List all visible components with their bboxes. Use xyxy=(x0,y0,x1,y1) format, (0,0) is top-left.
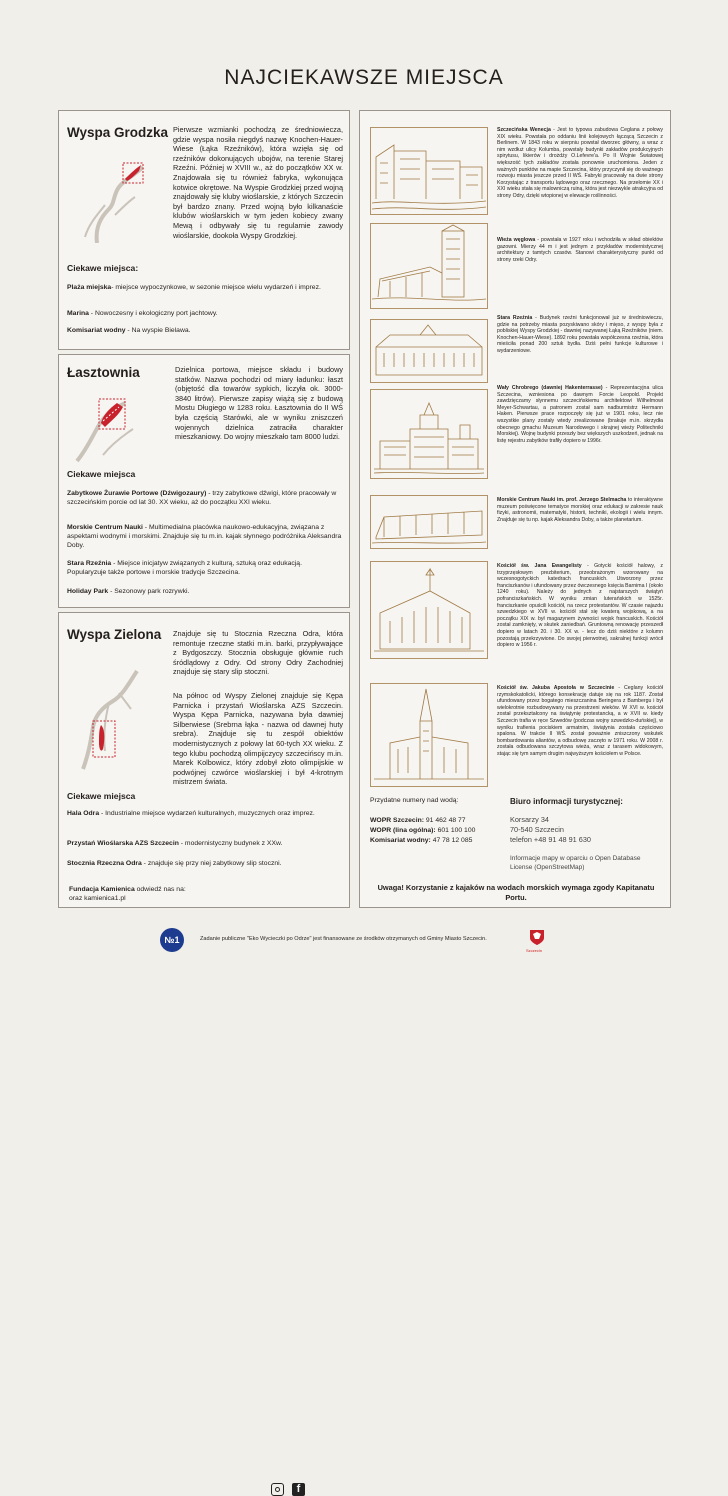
attraction-description: Kościół św. Jakuba Apostoła w Szczecinie - Ceglany kościół rzymskokatolicki, którego konsekrację datuje się na rok 1187. Został ufundowany przez bogatego mieszczanina Beringera z Bambergu i był wielokrotnie rozbudowywany na przestrzeni wieków. W XVI w. kościół został przekształcony na świątynię protestancką, a w XVII w. kiedy Szczecin trafia w ręce Szwedów (podczas wojny szwedzko-duńskiej), w wyniku trafienia pociskiem armatnim, świątynia została częściowo spalona. W trakcie II WŚ. został poważnie zniszczony wskutek bombardowania aliantów, a odbudowę zaczęto w 1971 roku. W 2008 r. została odbudowana szczytowa wieża, wraz z tarasem widokowym, stając się tym samym drugim najwyższym kościołem w Polsce. xyxy=(497,685,663,757)
facebook-icon[interactable]: f xyxy=(292,1483,305,1496)
page-title: NAJCIEKAWSZE MIEJSCA xyxy=(224,66,504,89)
sketch-waly-chrobrego xyxy=(370,389,488,484)
attraction-description: Stara Rzeźnia - Budynek rzeźni funkcjonował już w średniowieczu, gdzie na potrzeby miasta pozyskiwano skóry i mięso, z wyspy była z pobliskiej Wyspy Grodzkiej - dawniej nazywanej Łąką Rzeźników (niem. Knochen-Hauer-Wiese). 1892 roku powstała współczesna rzeźnia, która mieściła ponad 200 sztuk bydła. Dziś pełni funkcje kulturowe i wydarzeniowe. xyxy=(497,315,663,354)
phone-wopr-line: WOPR (lina ogólna): 601 100 100 xyxy=(370,827,476,834)
warning-note: Uwaga! Korzystanie z kajaków na wodach morskich wymaga zgody Kapitanatu Portu. xyxy=(377,883,655,902)
place-item: Hala Odra - Industrialne miejsce wydarzeń kulturalnych, muzycznych oraz imprez. xyxy=(67,810,315,817)
place-item: Zabytkowe Żurawie Portowe (Dźwigozaury) - trzy zabytkowe dźwigi, które pracowały w szczecińskim porcie od lat 30. XX wieku, aż do początku XXI wieku. xyxy=(67,490,337,506)
section-description: Znajduje się tu Stocznia Rzeczna Odra, która remontuje rzeczne statki m.in. barki, przypływające z Bydgoszczy. Stocznia obsługuje głównie ruch śródlądowy z Odry. Od strony Odry Zachodniej znajduje się stary slip stoczni. xyxy=(173,629,343,677)
attraction-description: Szczecińska Wenecja - Jest to typowa zabudowa Ceglana z połowy XIX wieku. Powstała po oddaniu linii kolejowych łączącą Szczecin z Berlinem. W 1843 roku w sierpniu powstał dworzec główny, a wraz z nim wzdłuż ulicy Kolumba, powstały budynki zakładów produkcyjnych spirytusu, likierów i drożdży O.Lefevre'a. Po II Wojnie Światowej większość tych zakładów została ponownie uruchomiona. Jeden z ważnych punktów na mapie Szczecina, który przyczynił się do ważnego rozwoju miasta jeszcze przed II WŚ. Fabryki pracowały na dwie strony Korzystając z transportu lądowego oraz rzecznego. Na przełomie XX i XXI wieku stała się malowniczą ruiną, która jest niezwykle atrakcyjna od strony Odry, dzięki wtopionej w elewacje roślinności. xyxy=(497,127,663,199)
fundacja-logo: №1 xyxy=(160,928,184,952)
sketch-kosciol-sw-jakuba xyxy=(370,683,488,792)
section-title: Wyspa Grodzka xyxy=(67,125,169,140)
place-item: Plaża miejska- miejsce wypoczynkowe, w sezonie miejsce wielu wydarzeń i imprez. xyxy=(67,284,321,291)
szczecin-logo-text: Szczecin xyxy=(526,948,543,953)
website-link[interactable]: oraz kamienica1.pl xyxy=(69,895,126,902)
funding-note: Zadanie publiczne "Eko Wycieczki po Odrze" jest finansowane ze środków otrzymanych od Gminy Miasto Szczecin. xyxy=(200,936,487,942)
section-wyspa-grodzka xyxy=(58,110,350,350)
section-title: Łasztownia xyxy=(67,365,140,380)
place-item: Morskie Centrum Nauki - Multimedialna placówka naukowo-edukacyjna, związana z aspektami wodnymi i morskimi. Znajduje się tu m.in. kajak słynnego podróżnika Aleksandra Doby. xyxy=(67,524,342,549)
phone-wopr: WOPR Szczecin: 91 462 48 77 xyxy=(370,817,466,824)
place-item: Stocznia Rzeczna Odra - znajduje się przy niej zabytkowy slip stoczni. xyxy=(67,860,282,867)
map-license-note: Informacje mapy w oparciu o Open Database License (OpenStreetMap) xyxy=(510,855,641,871)
places-title: Ciekawe miejsca: xyxy=(67,263,139,273)
sketch-szczecinska-wenecja xyxy=(370,127,488,220)
tourist-info-city: 70-540 Szczecin xyxy=(510,825,564,834)
section-lasztownia xyxy=(58,354,350,608)
place-item: Marina - Nowoczesny i ekologiczny port jachtowy. xyxy=(67,310,218,317)
section-description-2: Na północ od Wyspy Zielonej znajduje się Kępa Parnicka i przystań Wioślarska AZS Szczecin. Wyspa Kępa Parnicka, nazywana była dawniej Silberwiese (Srebrna łąka - nazwa od dawnej huty srebra). Znajduje się tu zespół obiektów modernistycznych z połowy lat 60-tych XX wieku. Z tego klubu pochodzą olimpijczycy szczecińscy m.in. Marek Kolbowicz, który zdobył złoto olimpijskie w podwójnej czwórce wioślarskiej i był 4-krotnym mistrzem świata. xyxy=(173,691,343,787)
footer-social: Fundacja Kamienica odwiedź nas na: oraz kamienica1.pl xyxy=(69,886,186,902)
place-item: Stara Rzeźnia - Miejsce inicjatyw związanych z kulturą, sztuką oraz edukacją. Popularyzuje także portowe i morskie tradycje Szczecina. xyxy=(67,560,302,576)
szczecin-logo xyxy=(528,928,546,946)
section-title: Wyspa Zielona xyxy=(67,627,162,642)
attraction-description: Wały Chrobrego (dawniej Hakenterrasse) - Reprezentacyjna ulica Szczecina, wzniesiona po dawnym Forcie Leopold. Projekt zawdzięczamy słynnemu szczecińskiemu architektowi Wilhelmowi Meyer-Schwartau, a patronem został sam nadburmistrz Hermann Haken. Pierwsze prace rozpoczęły się już w 1901 roku, lecz nie wszystkie plany zostały wtedy zrealizowane (brakuje m.in. skrzydła obecnego gmachu Muzeum Narodowego i skrajnej wieży Politechniki Morskiej). Wojnę budynki przeszły bez większych uszkodzeń, jednak na listę rejestru zabytków trafiły dopiero w 1996r. xyxy=(497,385,663,444)
instagram-icon[interactable] xyxy=(271,1483,284,1496)
section-description: Pierwsze wzmianki pochodzą ze średniowiecza, gdzie wyspa nosiła niegdyś nazwę Knochen-Hauer-Wiese (Łąka Rzeźników), która wzięła się od rzeźników dokonujących ubojów, na terenie Starej Rzeźni. Później w XVIII w., aż do początków XX w. Znajdowała się tu również fabryka, wykonująca kotwice okrętowe. Na Wyspie Grodzkiej przed wojną znajdowały się kluby wioślarskie, z których Szczecin był bardzo znany. Przed wojną było kilkanaście klubów wioślarskich w tym jeden kobiecy zwany Mewą i odbywały się tu regularnie zawody wioślarskie, dookoła Wyspy Grodzkiej. xyxy=(173,125,343,240)
sketch-wieza-weglowa xyxy=(370,223,488,314)
place-item: Przystań Wioślarska AZS Szczecin - modernistyczny budynek z XXw. xyxy=(67,840,283,847)
attractions-panel xyxy=(359,110,671,908)
sketch-kosciol-sw-jana xyxy=(370,561,488,664)
tourist-info-phone: telefon +48 91 48 91 630 xyxy=(510,835,591,844)
attraction-description: Morskie Centrum Nauki im. prof. Jerzego Stelmacha to interaktywne muzeum poświęcone tematyce morskiej oraz edukacji w zakresie nauk fizyki, astronomii, matematyki, historii, techniki, ekologii i wielu innym. Znajduje się tu np. kajak Aleksandra Doby, a także planetarium. xyxy=(497,497,663,523)
phones-title: Przydatne numery nad wodą: xyxy=(370,797,459,804)
place-item: Komisariat wodny - Na wyspie Bielawa. xyxy=(67,327,191,334)
map-lasztownia xyxy=(73,385,157,465)
tourist-info-street: Korsarzy 34 xyxy=(510,815,549,824)
sketch-stara-rzeznia xyxy=(370,319,488,388)
sketch-morskie-centrum-nauki xyxy=(370,495,488,554)
place-item: Holiday Park - Sezonowy park rozrywki. xyxy=(67,588,190,595)
tourist-info-title: Biuro informacji turystycznej: xyxy=(510,797,623,806)
attraction-description: Wieża węglowa - powstała w 1927 roku i wchodziła w skład obiektów gazowni. Mierzy 44 m i jest jednym z przykładów modernistycznej architektury z tamtych czasów. Stanowi charakterystyczny punkt od strony rzeki Odry. xyxy=(497,237,663,263)
phone-police: Komisariat wodny: 47 78 12 085 xyxy=(370,837,473,844)
places-title: Ciekawe miejsca xyxy=(67,469,136,479)
places-title: Ciekawe miejsca xyxy=(67,791,136,801)
map-wyspa-zielona xyxy=(79,663,165,773)
section-description: Dzielnica portowa, miejsce składu i budowy statków. Nazwa pochodzi od miary ładunku: łaszt (objętość dla towarów sypkich, liczyła ok. 3000-3840 litrów). Pierwsze zapisy wiążą się z budową Mostu Długiego w 1283 roku. Łasztownia do II WŚ była częścią Starówki, ale w wyniku zniszczeń wojennych dzielnica zatraciła charakter mieszkaniowy. Do wojny mieszkało tam 8000 ludzi. xyxy=(175,365,343,442)
map-wyspa-grodzka xyxy=(79,147,159,243)
attraction-description: Kościół św. Jana Ewangelisty - Gotycki kościół halowy, z trzyprzęsłowym prezbiterium, przeobrażonym wzorowany na wczesnogotyckich katedrach francuskich. Utworzony przez franciszkanów i ufundowany przez ówczesnego księcia Barnima I (około 1240 roku). Należy do jednych z najstarszych świątyń pofranciszkańskich. W wyniku zmian luterańskich w 1525r. franciszkanie opuścili kościół, na rzecz protestantów. W czasie najazdu szwedzkiego w XVII w. kościół stał się kwaterą wojskową, a na początku XIX w. był magazynem żywności wojsk francuskich. Kościół został zamknięty, w skutek zaniedbań. Gruntowną renowację przeszedł dopiero w latach 20. i 30. XX w. - lecz do dziś niektóre z kolumn pozostają przekrzywione. Do swojej pierwotnej, sakralnej funkcji wrócił dopiero w 1956 r. xyxy=(497,563,663,649)
